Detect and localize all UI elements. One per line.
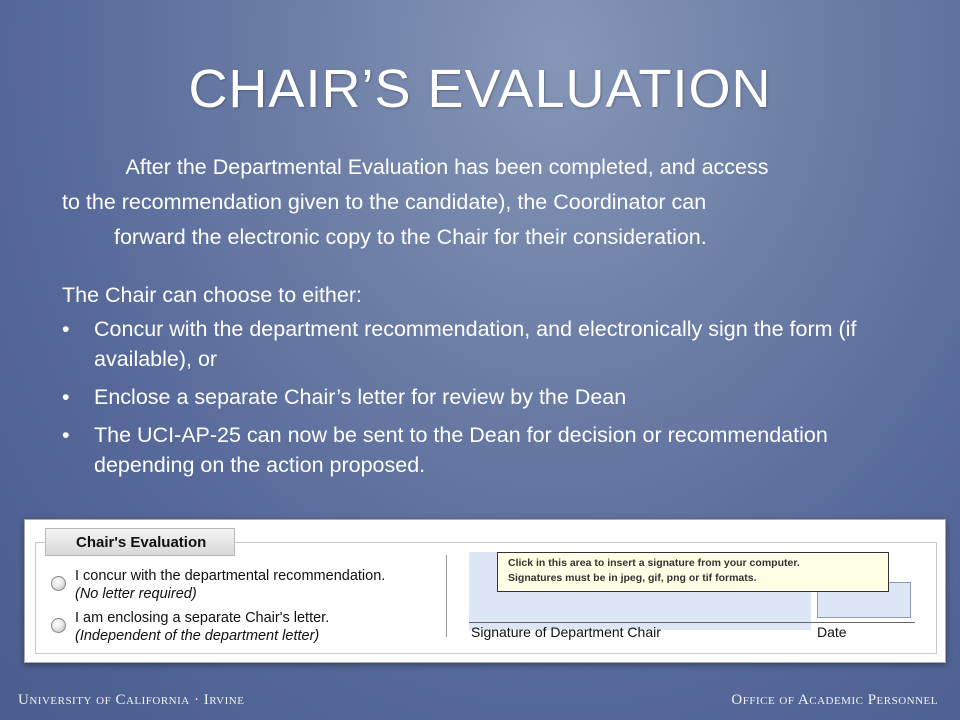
date-label: Date	[817, 624, 847, 640]
concur-option[interactable]	[51, 567, 385, 603]
bullet-icon: •	[62, 385, 70, 409]
concur-radio-button[interactable]	[51, 576, 66, 591]
bullet-item	[62, 382, 862, 412]
bullet-item	[62, 420, 862, 480]
bullet-text: Concur with the department recommendation, and electronically sign the form (if available), or	[94, 317, 857, 371]
form-divider	[446, 555, 447, 637]
bullet-item	[62, 314, 862, 374]
tooltip-line-1: Click in this area to insert a signature from your computer.	[508, 557, 800, 569]
concur-option-label: I concur with the departmental recommendation.	[75, 568, 386, 584]
intro-line-3: forward the electronic copy to the Chair for their consideration.	[114, 225, 707, 249]
choose-label: The Chair can choose to either:	[62, 283, 362, 307]
bullet-text: Enclose a separate Chair’s letter for review by the Dean	[94, 385, 627, 409]
footer-university: University of California · Irvine	[18, 692, 245, 708]
concur-option-note: (No letter required)	[75, 586, 197, 602]
signature-label: Signature of Department Chair	[471, 624, 661, 640]
signature-tooltip	[497, 552, 889, 592]
bullet-icon: •	[62, 423, 70, 447]
intro-line-2: to the recommendation given to the candidate), the Coordinator can	[62, 190, 707, 214]
signature-line	[469, 622, 915, 623]
tooltip-line-2: Signatures must be in jpeg, gif, png or tif formats.	[508, 572, 757, 584]
footer-office: Office of Academic Personnel	[731, 692, 938, 708]
form-section-title: Chair's Evaluation	[45, 528, 235, 556]
bullet-list	[62, 314, 862, 488]
separate-letter-option-note: (Independent of the department letter)	[75, 628, 320, 644]
intro-paragraph	[62, 150, 872, 255]
intro-line-1: After the Departmental Evaluation has been completed, and access	[125, 155, 769, 179]
separate-letter-option[interactable]	[51, 609, 329, 645]
bullet-icon: •	[62, 317, 70, 341]
separate-letter-option-label: I am enclosing a separate Chair's letter.	[75, 610, 330, 626]
separate-letter-radio-button[interactable]	[51, 618, 66, 633]
chair-evaluation-form	[24, 519, 946, 663]
slide-title: CHAIR’S EVALUATION	[188, 59, 772, 119]
bullet-text: The UCI-AP-25 can now be sent to the Dean for decision or recommendation depending on the action proposed.	[94, 423, 828, 477]
